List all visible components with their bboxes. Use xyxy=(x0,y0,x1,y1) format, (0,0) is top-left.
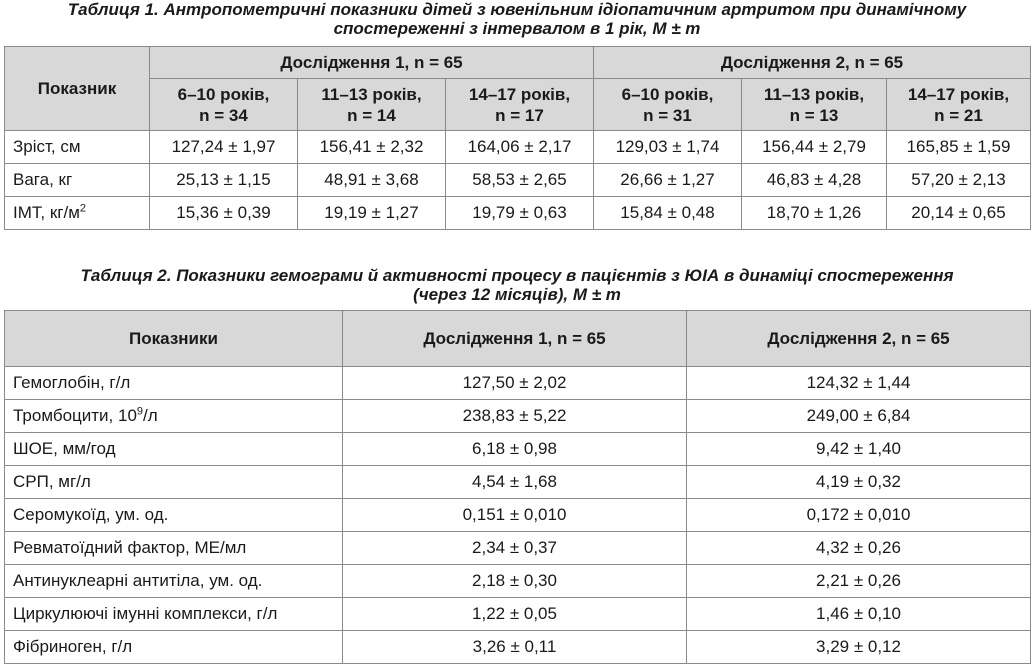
table-cell: 18,70 ± 1,26 xyxy=(742,197,887,230)
table-cell: 238,83 ± 5,22 xyxy=(343,400,687,433)
age-range: 14–17 років, xyxy=(468,84,571,104)
table-row xyxy=(5,164,1031,197)
table-cell: 165,85 ± 1,59 xyxy=(887,131,1031,164)
table-cell: 46,83 ± 4,28 xyxy=(742,164,887,197)
table-cell: 4,54 ± 1,68 xyxy=(343,466,687,499)
row-label xyxy=(5,499,343,532)
table1-subheader-age-group xyxy=(742,79,887,131)
row-label xyxy=(5,367,343,400)
table-cell: 3,26 ± 0,11 xyxy=(343,631,687,664)
table1-header-indicator: Показник xyxy=(5,47,150,131)
sample-size: n = 31 xyxy=(643,105,692,125)
table-row xyxy=(5,367,1031,400)
table1-subheader-age-group xyxy=(150,79,298,131)
table-cell: 156,41 ± 2,32 xyxy=(298,131,446,164)
table-cell: 164,06 ± 2,17 xyxy=(446,131,594,164)
table2-header-study2: Дослідження 2, n = 65 xyxy=(687,311,1031,367)
age-range: 11–13 років, xyxy=(763,84,865,104)
table-cell: 0,172 ± 0,010 xyxy=(687,499,1031,532)
table-cell: 19,79 ± 0,63 xyxy=(446,197,594,230)
row-label xyxy=(5,131,150,164)
table-cell: 15,36 ± 0,39 xyxy=(150,197,298,230)
table-cell: 19,19 ± 1,27 xyxy=(298,197,446,230)
table1-caption-line1: Таблиця 1. Антропометричні показники дітей з ювенільним ідіопатичним артритом при динамічному xyxy=(67,0,967,19)
row-label xyxy=(5,400,343,433)
table-cell: 156,44 ± 2,79 xyxy=(742,131,887,164)
table-row xyxy=(5,565,1031,598)
table-cell: 25,13 ± 1,15 xyxy=(150,164,298,197)
table-cell: 129,03 ± 1,74 xyxy=(594,131,742,164)
table-cell: 15,84 ± 0,48 xyxy=(594,197,742,230)
table1-subheader-age-group xyxy=(298,79,446,131)
row-label xyxy=(5,164,150,197)
table2-caption xyxy=(0,266,1034,304)
row-label xyxy=(5,565,343,598)
table-cell: 48,91 ± 3,68 xyxy=(298,164,446,197)
row-label xyxy=(5,466,343,499)
row-label-superscript: 9 xyxy=(136,405,144,418)
table-cell: 1,46 ± 0,10 xyxy=(687,598,1031,631)
age-range: 14–17 років, xyxy=(907,84,1010,104)
table-cell: 4,32 ± 0,26 xyxy=(687,532,1031,565)
anthropometric-table xyxy=(4,46,1031,230)
row-label-text: Гемоглобін, г/л xyxy=(13,373,131,392)
row-label-text: Тромбоцити, 10 xyxy=(13,406,137,425)
table-cell: 2,34 ± 0,37 xyxy=(343,532,687,565)
table-row xyxy=(5,532,1031,565)
sample-size: n = 14 xyxy=(347,105,396,125)
row-label-text: Серомукоїд, ум. од. xyxy=(13,505,169,524)
table-cell: 127,24 ± 1,97 xyxy=(150,131,298,164)
age-range: 6–10 років, xyxy=(177,84,270,104)
table-row xyxy=(5,466,1031,499)
table1-header-study2: Дослідження 2, n = 65 xyxy=(594,47,1031,79)
table-cell: 1,22 ± 0,05 xyxy=(343,598,687,631)
table-cell: 20,14 ± 0,65 xyxy=(887,197,1031,230)
table1-subheader-age-group xyxy=(887,79,1031,131)
sample-size: n = 21 xyxy=(934,105,983,125)
table-cell: 249,00 ± 6,84 xyxy=(687,400,1031,433)
table-cell: 0,151 ± 0,010 xyxy=(343,499,687,532)
table2-caption-line1: Таблиця 2. Показники гемограми й активності процесу в пацієнтів з ЮІА в динаміці спостереження xyxy=(80,266,954,285)
table-cell: 124,32 ± 1,44 xyxy=(687,367,1031,400)
table2-header-study1: Дослідження 1, n = 65 xyxy=(343,311,687,367)
row-label-text: Вага, кг xyxy=(13,170,73,189)
row-label xyxy=(5,532,343,565)
age-range: 11–13 років, xyxy=(321,84,422,104)
table-cell: 127,50 ± 2,02 xyxy=(343,367,687,400)
table1-subheader-age-group xyxy=(594,79,742,131)
table-cell: 3,29 ± 0,12 xyxy=(687,631,1031,664)
age-range: 6–10 років, xyxy=(621,84,714,104)
row-label xyxy=(5,433,343,466)
row-label-text: Зріст, см xyxy=(13,137,81,156)
row-label xyxy=(5,631,343,664)
table2-header-indicator: Показники xyxy=(5,311,343,367)
row-label-text: Антинуклеарні антитіла, ум. од. xyxy=(13,571,263,590)
row-label-text: Ревматоїдний фактор, МЕ/мл xyxy=(13,538,247,557)
table1-subheader-age-group xyxy=(446,79,594,131)
table-row xyxy=(5,400,1031,433)
row-label xyxy=(5,598,343,631)
row-label-tail: /л xyxy=(143,406,158,425)
table-cell: 57,20 ± 2,13 xyxy=(887,164,1031,197)
table-row xyxy=(5,499,1031,532)
table-row xyxy=(5,131,1031,164)
table-row xyxy=(5,631,1031,664)
table-cell: 26,66 ± 1,27 xyxy=(594,164,742,197)
table-cell: 2,21 ± 0,26 xyxy=(687,565,1031,598)
table1-caption xyxy=(0,0,1034,38)
row-label-text: ІМТ, кг/м xyxy=(13,203,80,222)
table-cell: 6,18 ± 0,98 xyxy=(343,433,687,466)
table1-header-study1: Дослідження 1, n = 65 xyxy=(150,47,594,79)
table-cell: 58,53 ± 2,65 xyxy=(446,164,594,197)
row-label-text: Циркулюючі імунні комплекси, г/л xyxy=(13,604,278,623)
row-label-text: ШОЕ, мм/год xyxy=(13,439,116,458)
table-row xyxy=(5,598,1031,631)
table1-caption-line2: спостереженні з інтервалом в 1 рік, M ± m xyxy=(333,19,701,38)
table-row xyxy=(5,197,1031,230)
table-cell: 9,42 ± 1,40 xyxy=(687,433,1031,466)
table-cell: 4,19 ± 0,32 xyxy=(687,466,1031,499)
row-label-text: Фібриноген, г/л xyxy=(13,637,133,656)
table-cell: 2,18 ± 0,30 xyxy=(343,565,687,598)
hemogram-table xyxy=(4,310,1031,664)
sample-size: n = 13 xyxy=(789,105,839,125)
sample-size: n = 34 xyxy=(199,105,248,125)
row-label-text: СРП, мг/л xyxy=(13,472,91,491)
table-row xyxy=(5,433,1031,466)
row-label xyxy=(5,197,150,230)
sample-size: n = 17 xyxy=(495,105,544,125)
table2-caption-line2: (через 12 місяців), M ± m xyxy=(413,285,621,304)
row-label-superscript: 2 xyxy=(79,202,87,215)
